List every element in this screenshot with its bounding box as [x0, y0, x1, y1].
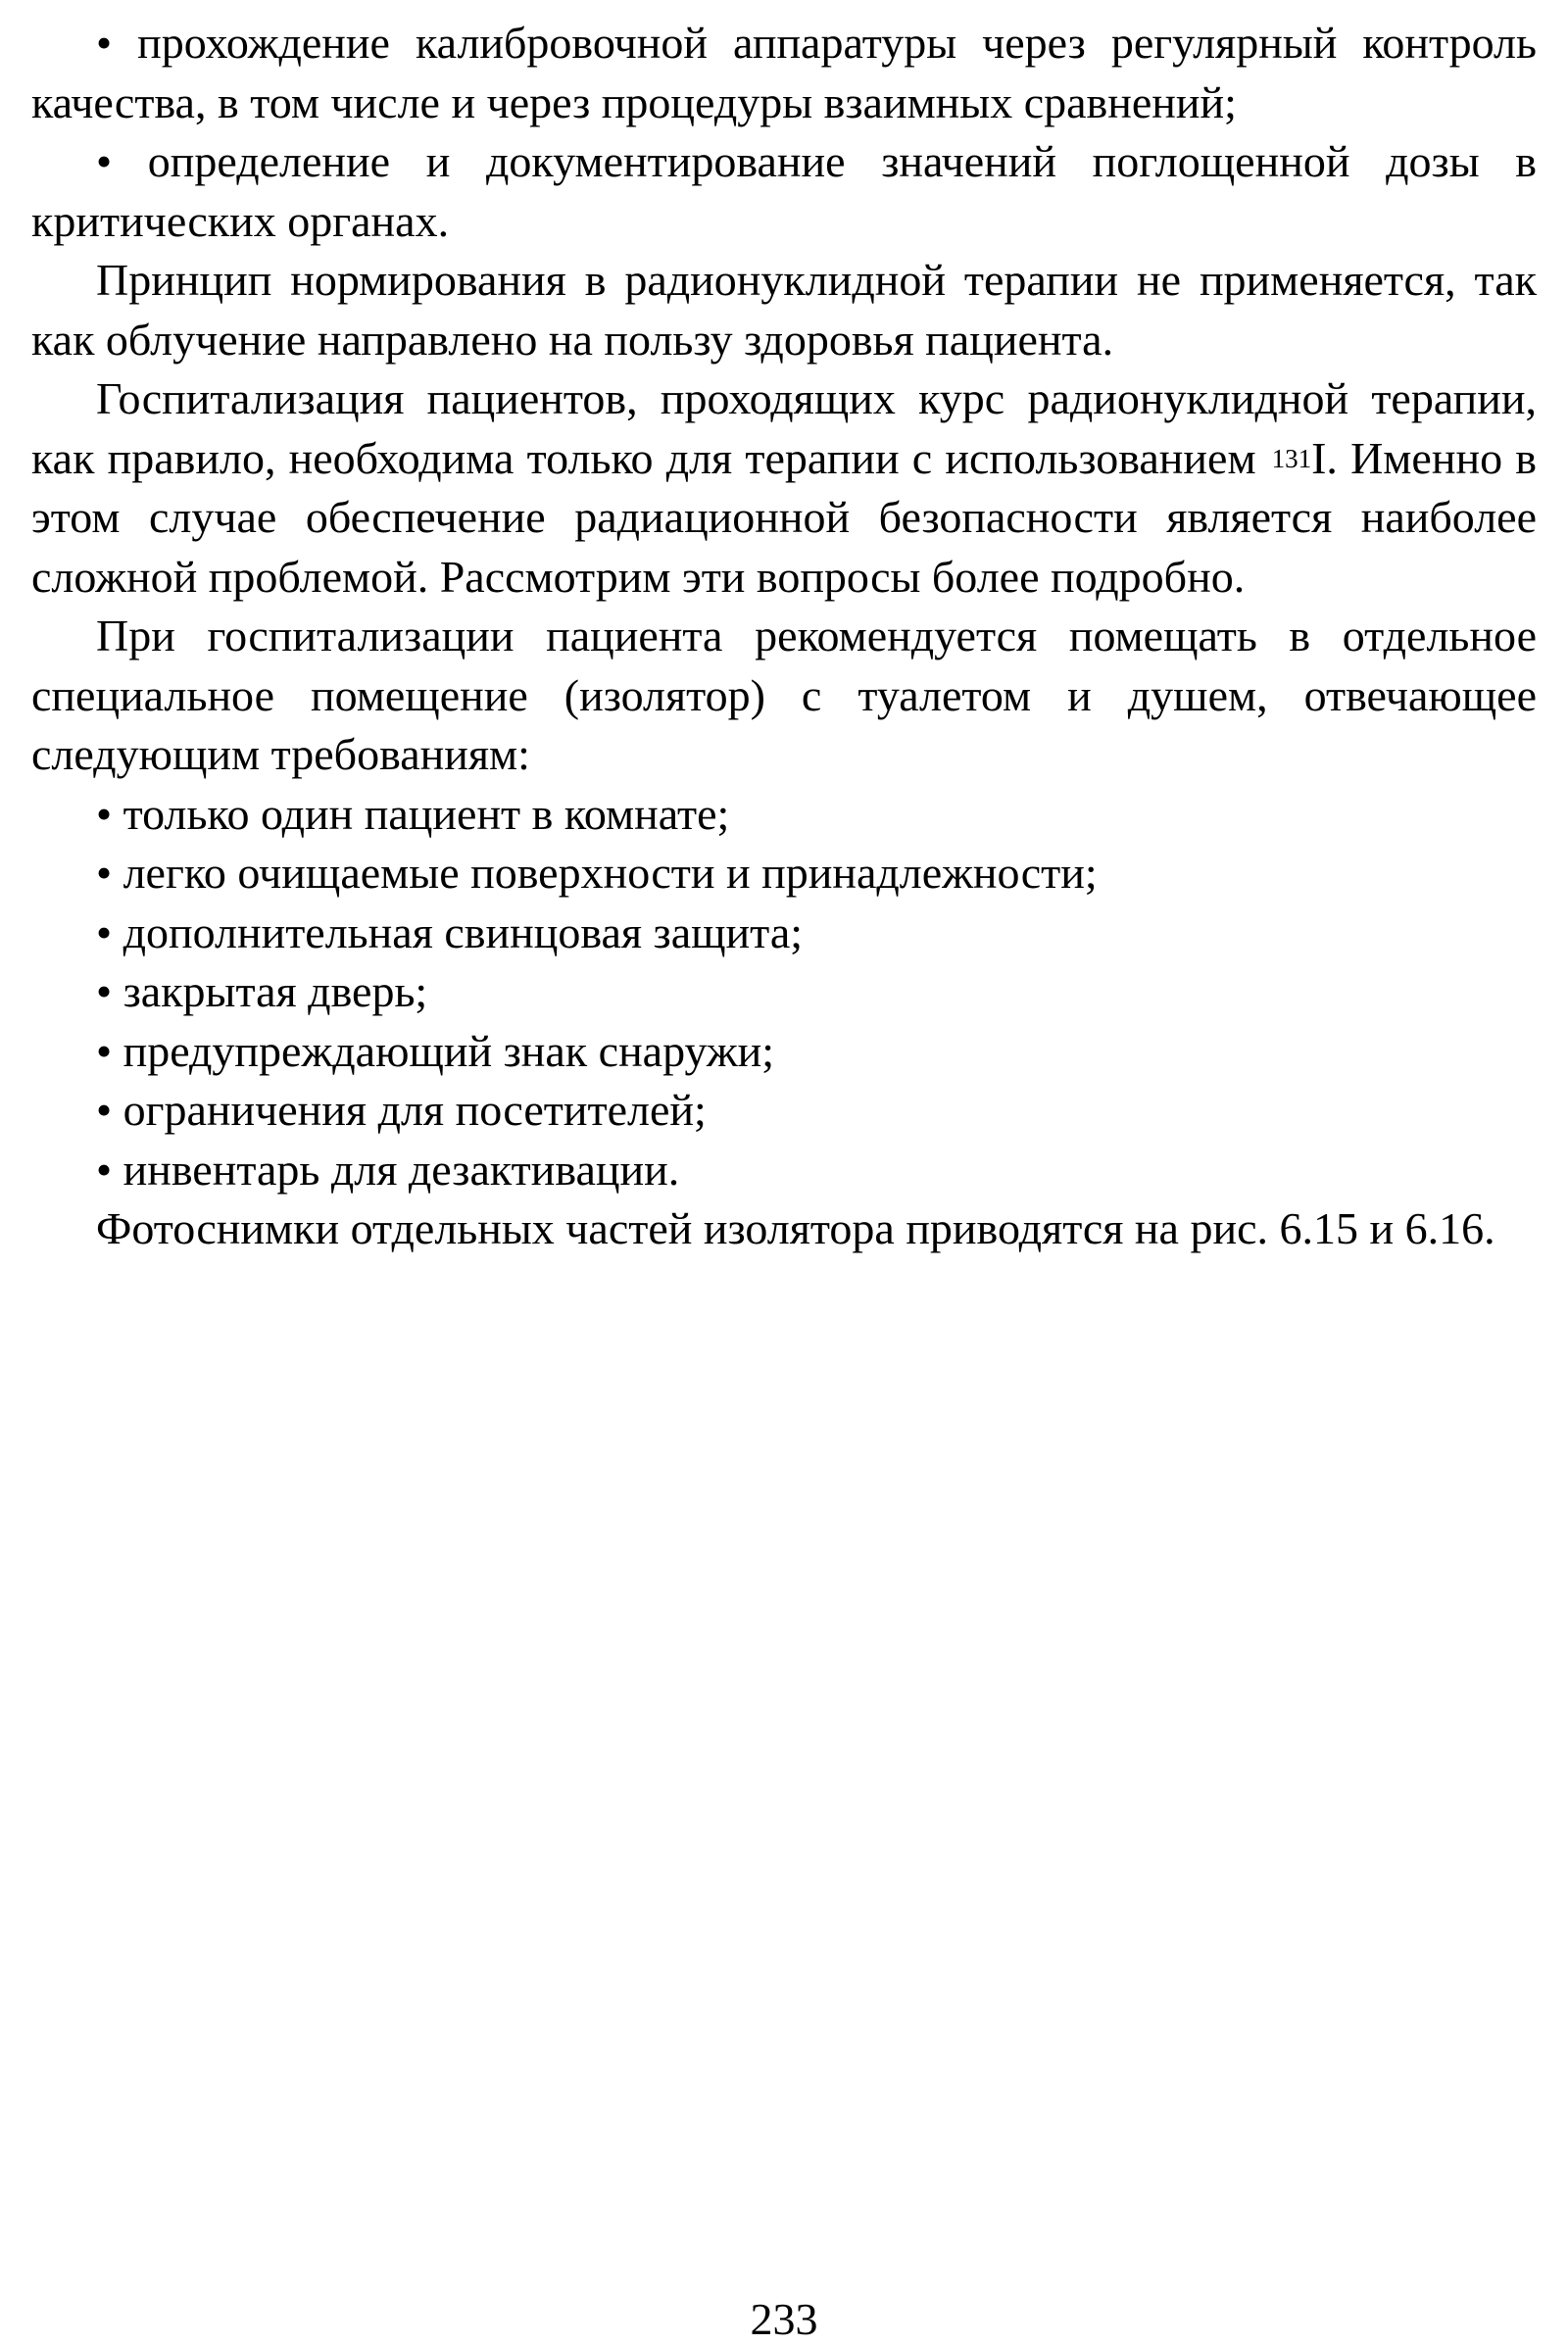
paragraph-isolator-requirements: При госпитализации пациента рекомендуется помещать в отдельное специальное помещение (изолятор) с туалетом и душем, отвечающее следующим требованиям:	[31, 610, 1537, 779]
hospitalization-text-part-2: I. Именно в этом случае обеспечение радиационной безопасности является наиболее сложной проблемой. Рассмотрим эти вопросы более подробно.	[31, 432, 1537, 602]
requirement-item: • предупреждающий знак снаружи;	[96, 1025, 775, 1076]
requirement-item: • закрытая дверь;	[96, 966, 428, 1016]
paragraph-hospitalization	[31, 369, 1537, 607]
requirement-item: • легко очищаемые поверхности и принадлежности;	[96, 848, 1098, 898]
hospitalization-text-part-1: Госпитализация пациентов, проходящих курс радионуклидной терапии, как правило, необходима только для терапии с использованием	[31, 373, 1537, 483]
paragraph-photos-reference: Фотоснимки отдельных частей изолятора приводятся на рис. 6.15 и 6.16.	[96, 1203, 1495, 1253]
isotope-mass-number: 131	[1271, 443, 1312, 473]
requirement-item: • дополнительная свинцовая защита;	[96, 906, 804, 957]
page-number: 233	[750, 2294, 818, 2344]
requirement-item: • инвентарь для дезактивации.	[96, 1144, 680, 1195]
requirement-item: • ограничения для посетителей;	[96, 1085, 707, 1135]
paragraph-normalization-principle: Принцип нормирования в радионуклидной терапии не применяется, так как облучение направлено на пользу здоровья пациента.	[31, 255, 1537, 365]
page-body	[31, 14, 1537, 1259]
requirement-item: • только один пациент в комнате;	[96, 788, 730, 839]
bullet-dose-documentation: • определение и документирование значений поглощенной дозы в критических органах.	[31, 136, 1537, 246]
bullet-calibration-control: • прохождение калибровочной аппаратуры через регулярный контроль качества, в том числе и через процедуры взаимных сравнений;	[31, 18, 1537, 127]
